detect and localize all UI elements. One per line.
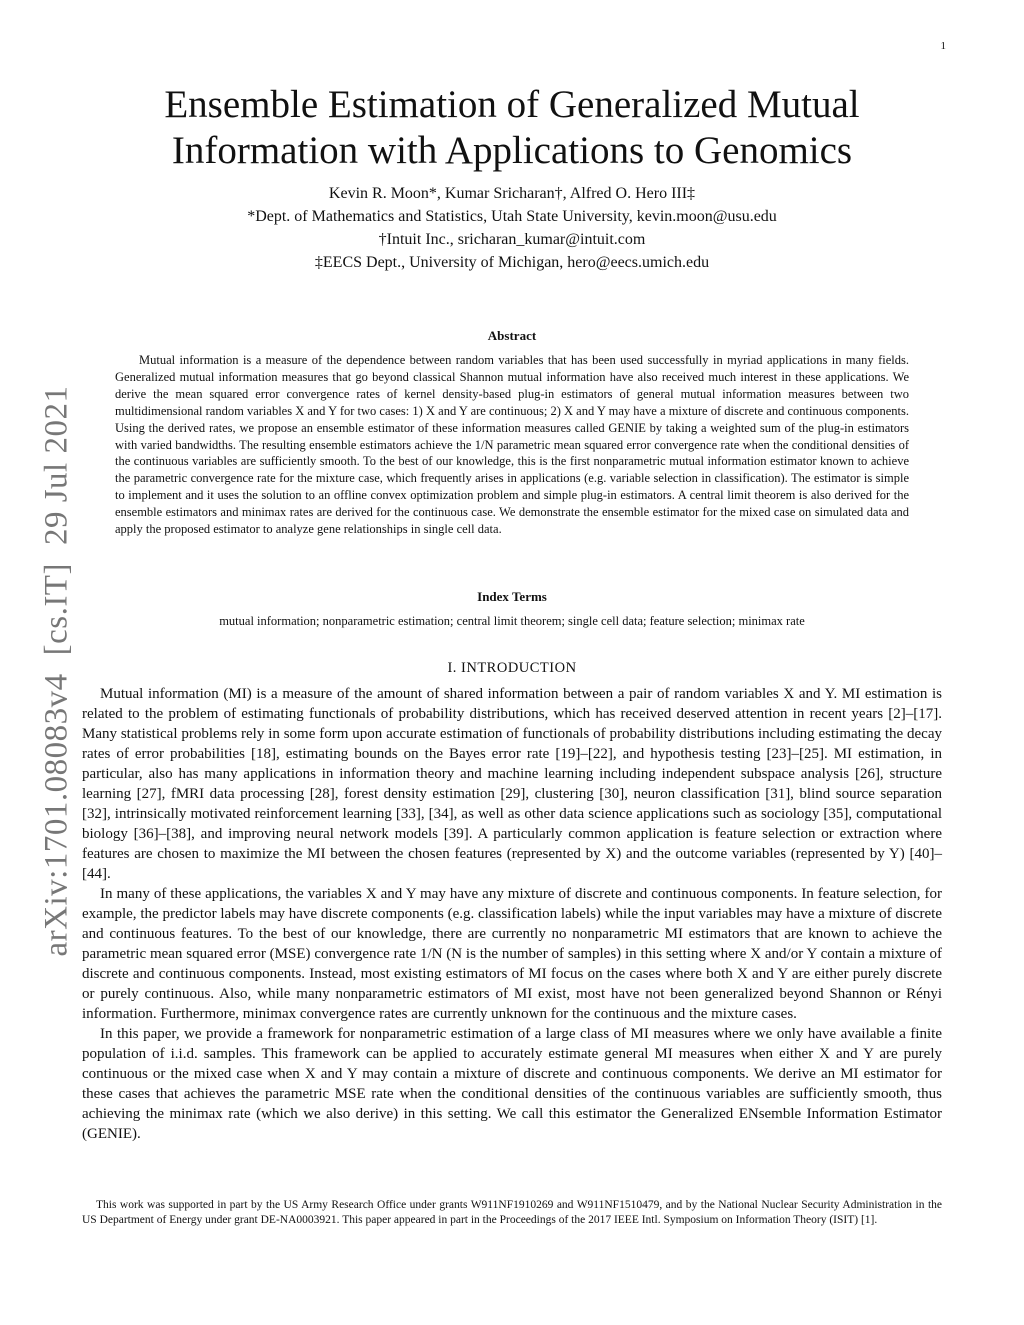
arxiv-category: [cs.IT] <box>38 563 75 656</box>
author-block <box>82 182 942 274</box>
index-terms-heading: Index Terms <box>477 589 547 604</box>
affiliation-intuit: †Intuit Inc., sricharan_kumar@intuit.com <box>378 231 646 248</box>
intro-paragraph: Mutual information (MI) is a measure of the amount of shared information between a pair of random variables X and Y. MI estimation is related to the problem of estimating functionals of probability distributions, which has received deserved attention in recent years [2]–[17]. Many statistical problems rely in some form upon accurate estimation of functionals of probability distributions including estimating the decay rates of error probabilities [18], estimating bounds on the Bayes error rate [19]–[22], and hypothesis testing [23]–[25]. MI estimation, in particular, also has many applications in information theory and machine learning including independent subspace analysis [26], structure learning [27], fMRI data processing [28], forest density estimation [29], clustering [30], neuron classification [31], blind source separation [32], intrinsically motivated reinforcement learning [33], [34], as well as other data science applications such as sociology [35], computational biology [36]–[38], and improving neural network models [39]. A particularly common application is feature selection or extraction where features are chosen to maximize the MI between the chosen features (represented by X) and the outcome variables (represented by Y) [40]–[44]. <box>82 686 942 882</box>
abstract-heading: Abstract <box>487 328 537 343</box>
intro-paragraph: In this paper, we provide a framework for nonparametric estimation of a large class of MI measures where we only have available a finite population of i.i.d. samples. This framework can be applied to accurately estimate general MI measures when either X and Y are purely continuous or the mixed case when X and Y may contain a mixture of discrete and continuous components. We derive an MI estimator for these cases that achieves the parametric MSE rate when the conditional densities of the continuous variables are sufficiently smooth, thus achieving the minimax rate (which we also derive) in this setting. We call this estimator the Generalized ENsemble Information Estimator (GENIE). <box>82 1026 942 1142</box>
paper-title: Ensemble Estimation of Generalized Mutual Information with Applications to Genomics <box>164 83 860 172</box>
footnote: This work was supported in part by the US Army Research Office under grants W911NF1910269 and W911NF1510479, and by the National Nuclear Security Administration in the US Department of Energy under grant DE-NA0003921. This paper appeared in part in the Proceedings of the 2017 IEEE Intl. Symposium on Information Theory (ISIT) [1]. <box>82 1199 942 1226</box>
arxiv-stamp <box>39 368 76 957</box>
index-terms: mutual information; nonparametric estimation; central limit theorem; single cell data; feature selection; minimax rate <box>219 614 805 628</box>
arxiv-date: 29 Jul 2021 <box>38 385 75 546</box>
page-number: 1 <box>940 40 946 52</box>
introduction-body <box>82 684 942 1144</box>
abstract-text: Mutual information is a measure of the dependence between random variables that has been used successfully in myriad applications in many fields. Generalized mutual information measures that go beyond classical Shannon mutual information have also received much interest in these applications. We derive the mean squared error convergence rates of kernel density-based plug-in estimators of general mutual information measures between two multidimensional random variables X and Y for two cases: 1) X and Y are continuous; 2) X and Y may have a mixture of discrete and continuous components. Using the derived rates, we propose an ensemble estimator of these information measures called GENIE by taking a weighted sum of the plug-in estimators with varied bandwidths. The resulting ensemble estimators achieve the 1/N parametric mean squared error convergence rate when the conditional densities of the continuous variables are sufficiently smooth. To the best of our knowledge, this is the first nonparametric mutual information estimator known to achieve the parametric convergence rate for the mixture case, which frequently arises in applications (e.g. variable selection in classification). The estimator is simple to implement and it uses the solution to an offline convex optimization problem and simple plug-in estimators. A central limit theorem is also derived for the ensemble estimators and minimax rates are derived for the continuous case. We demonstrate the ensemble estimator for the mixed case on simulated data and apply the proposed estimator to analyze gene relationships in single cell data. <box>115 353 909 537</box>
intro-paragraph: In many of these applications, the variables X and Y may have any mixture of discrete and continuous components. In feature selection, for example, the predictor labels may have discrete components (e.g. classification labels) while the input variables may have a mixture of discrete and continuous features. To the best of our knowledge, there are currently no nonparametric MI estimators that are known to achieve the parametric mean squared error (MSE) convergence rate 1/N (N is the number of samples) in this setting where X and/or Y contain a mixture of discrete and continuous components. Instead, most existing estimators of MI focus on the cases where both X and Y are either purely discrete or purely continuous. Also, while many nonparametric estimators of MI exist, most have not been generalized beyond Shannon or Rényi information. Furthermore, minimax convergence rates are currently unknown for the continuous and the mixture cases. <box>82 886 942 1022</box>
arxiv-id[interactable]: arXiv:1701.08083v4 <box>38 673 75 957</box>
affiliation-usu: *Dept. of Mathematics and Statistics, Utah State University, kevin.moon@usu.edu <box>247 208 777 225</box>
section-heading-introduction: I. INTRODUCTION <box>447 660 577 676</box>
affiliation-umich: ‡EECS Dept., University of Michigan, hero@eecs.umich.edu <box>314 254 710 271</box>
authors: Kevin R. Moon*, Kumar Sricharan†, Alfred O. Hero III‡ <box>328 185 696 202</box>
